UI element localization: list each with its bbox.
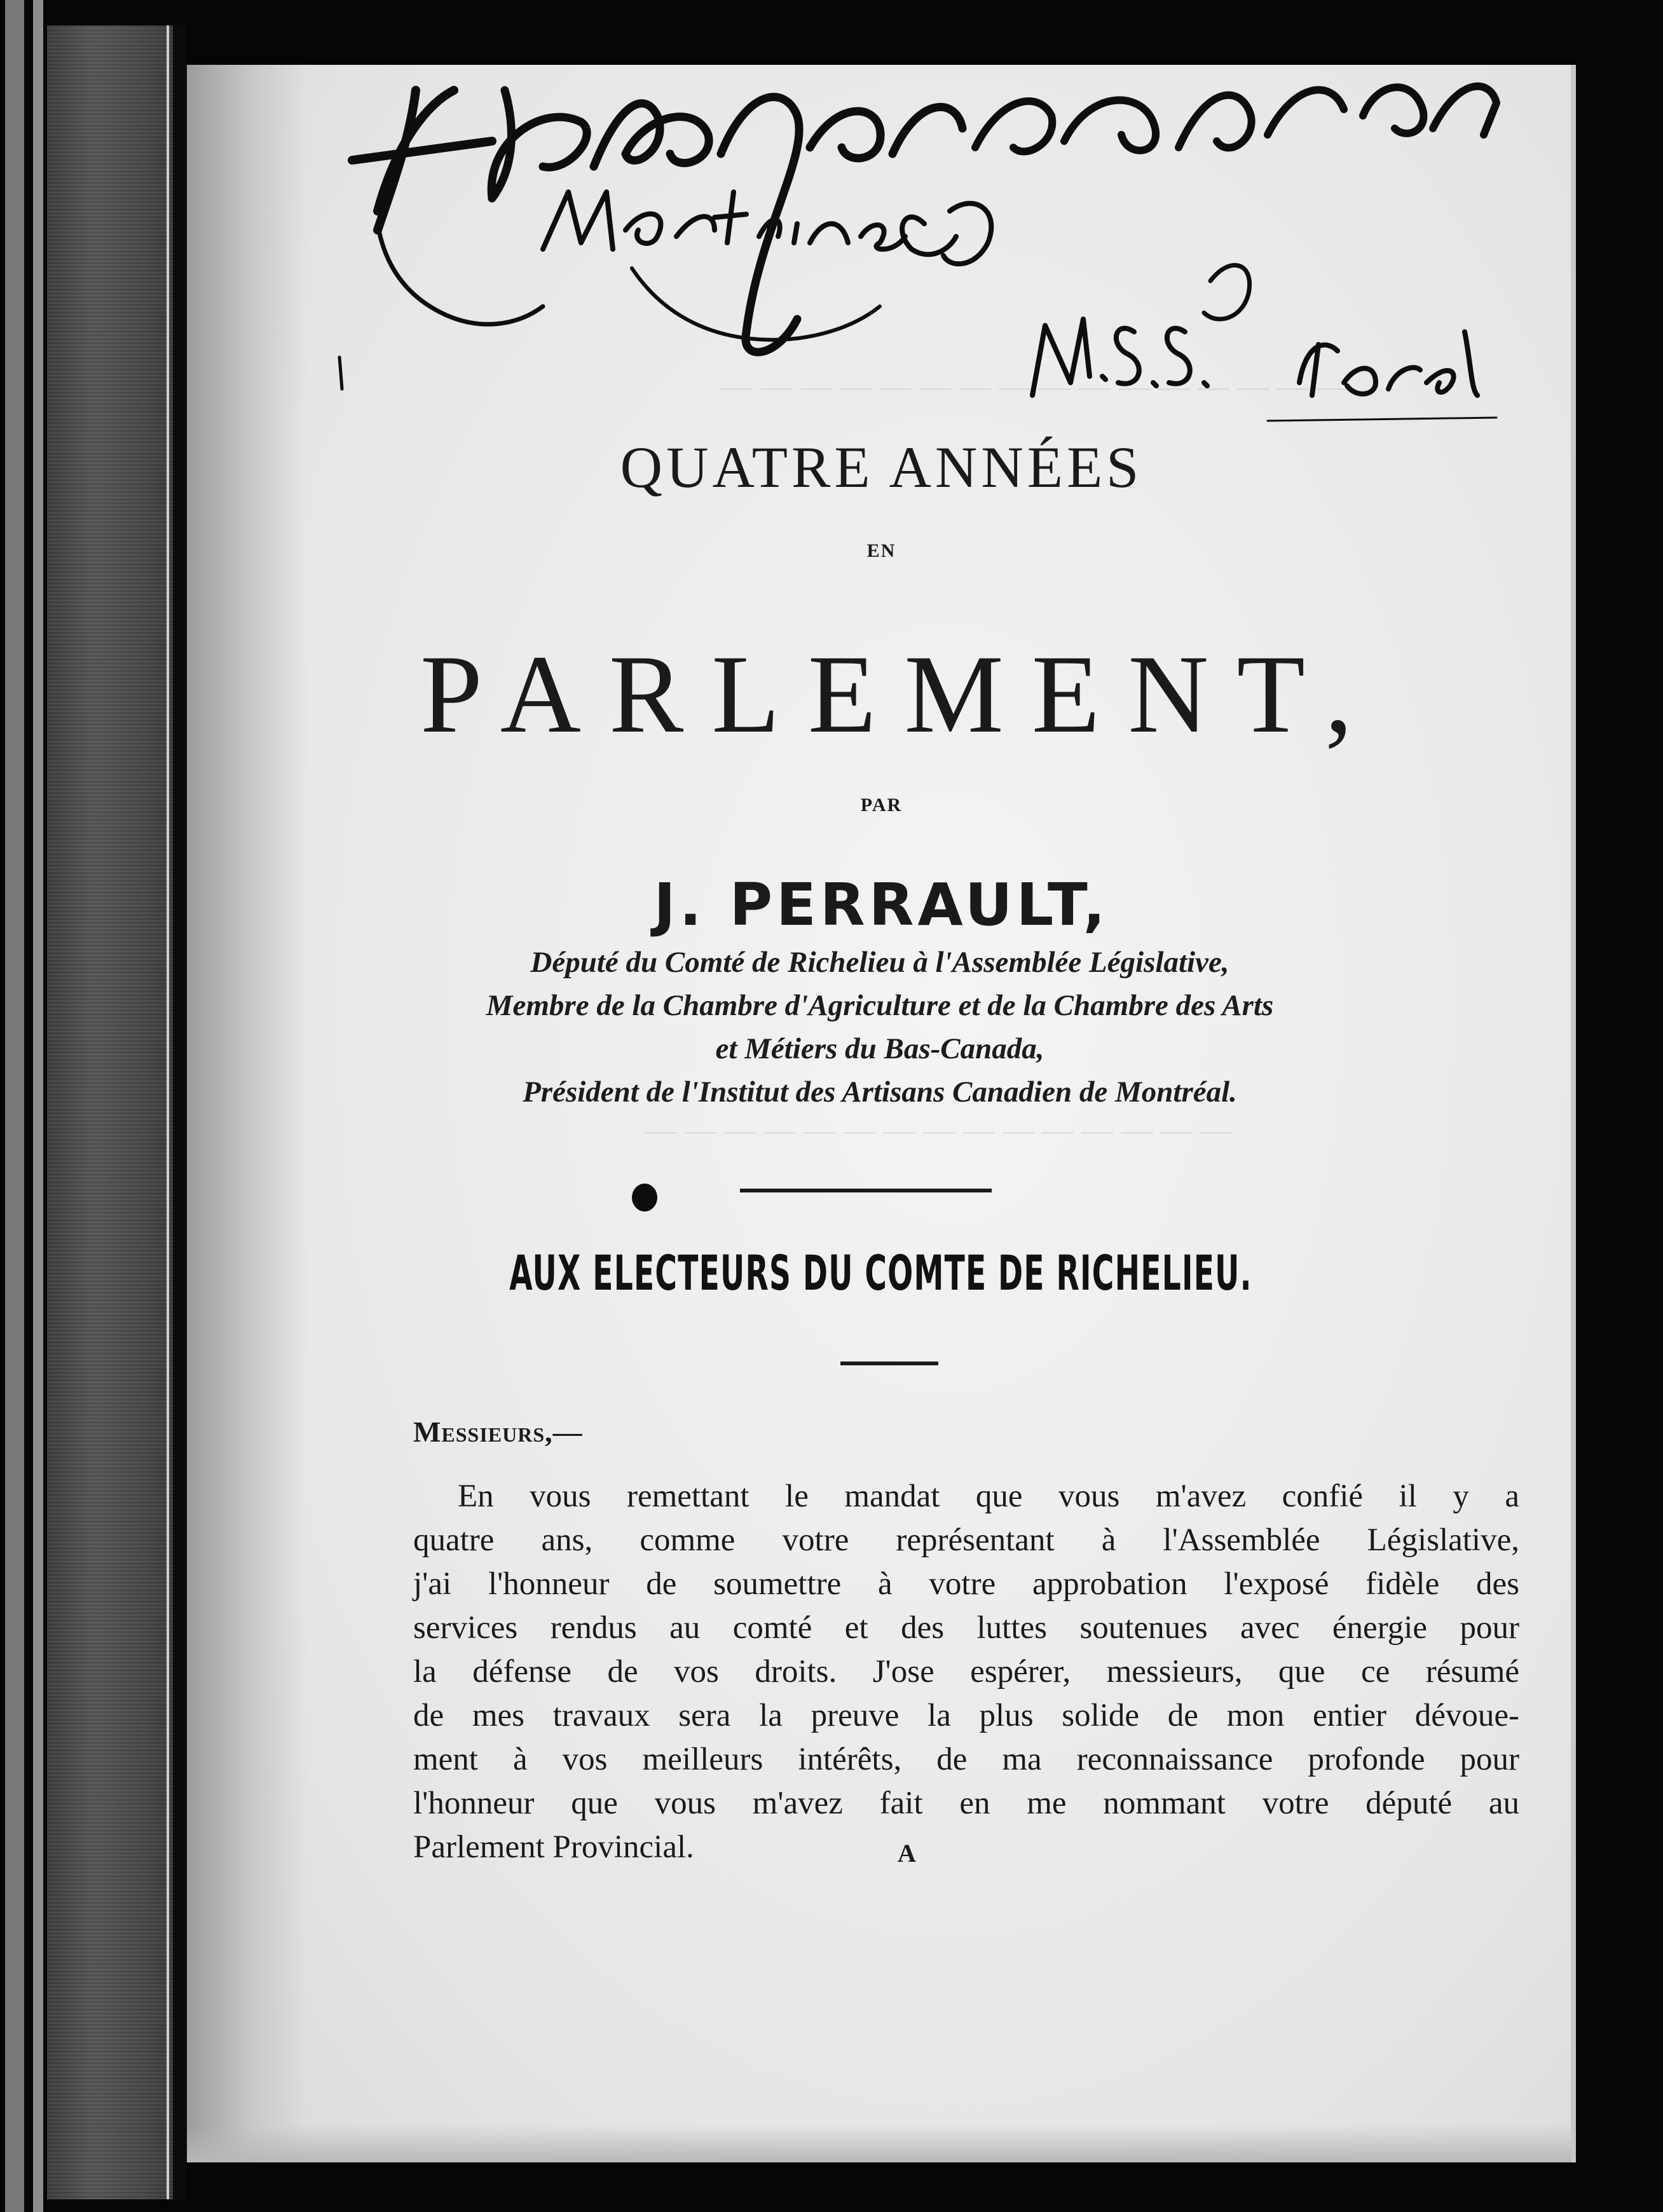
title-line-1: QUATRE ANNÉES <box>620 435 1143 500</box>
title-connector-par: PAR <box>860 795 903 816</box>
body-line: Parlement Provincial. <box>413 1829 694 1865</box>
body-line: En vous remettant le mandat que vous m'avez confié il y a <box>458 1478 1519 1514</box>
body-line: l'honneur que vous m'avez fait en me nommant votre député au <box>413 1785 1519 1821</box>
body-paragraph <box>413 1475 1519 1869</box>
section-heading: AUX ELECTEURS DU COMTE DE RICHELIEU. <box>509 1245 1252 1301</box>
title-connector-en: EN <box>866 540 896 561</box>
ink-blot <box>632 1184 657 1212</box>
show-through-text: — — — — — — — — — — — — — — — — <box>721 368 1349 404</box>
book-binding <box>47 25 178 2199</box>
author-credentials <box>397 941 1363 1114</box>
body-line: quatre ans, comme votre représentant à l'Assemblée Législative, <box>413 1522 1519 1558</box>
body-line: j'ai l'honneur de soumettre à votre approbation l'exposé fidèle des <box>413 1566 1519 1602</box>
scan-left-edge <box>5 0 24 2212</box>
binding-gutter <box>173 25 187 2199</box>
page-bottom-shadow <box>187 2124 1576 2162</box>
author-name: J. PERRAULT, <box>654 871 1109 939</box>
credential-line: et Métiers du Bas-Canada, <box>715 1032 1044 1065</box>
credential-line: Député du Comté de Richelieu à l'Assemblée Législative, <box>530 946 1229 979</box>
scan-left-edge-inner <box>33 0 43 2212</box>
body-line: la défense de vos droits. J'ose espérer, messieurs, que ce résumé <box>413 1654 1519 1690</box>
credential-line: Membre de la Chambre d'Agriculture et de la Chambre des Arts <box>486 989 1274 1022</box>
binding-highlight <box>167 25 169 2199</box>
document-page <box>187 65 1576 2162</box>
show-through-text: — — — — — — — — — — — — — — — <box>645 1112 1233 1147</box>
salutation: Messieurs,— <box>413 1416 583 1448</box>
divider-rule <box>740 1189 992 1192</box>
body-line: services rendus au comté et des luttes soutenues avec énergie pour <box>413 1610 1519 1646</box>
body-line: de mes travaux sera la preuve la plus solide de mon entier dévoue- <box>413 1698 1519 1733</box>
credential-line: Président de l'Institut des Artisans Canadien de Montréal. <box>523 1075 1237 1109</box>
body-line: ment à vos meilleurs intérêts, de ma reconnaissance profonde pour <box>413 1742 1519 1777</box>
title-main: PARLEMENT, <box>420 632 1381 756</box>
divider-rule-short <box>840 1362 938 1365</box>
printer-signature-mark: A <box>898 1839 916 1867</box>
